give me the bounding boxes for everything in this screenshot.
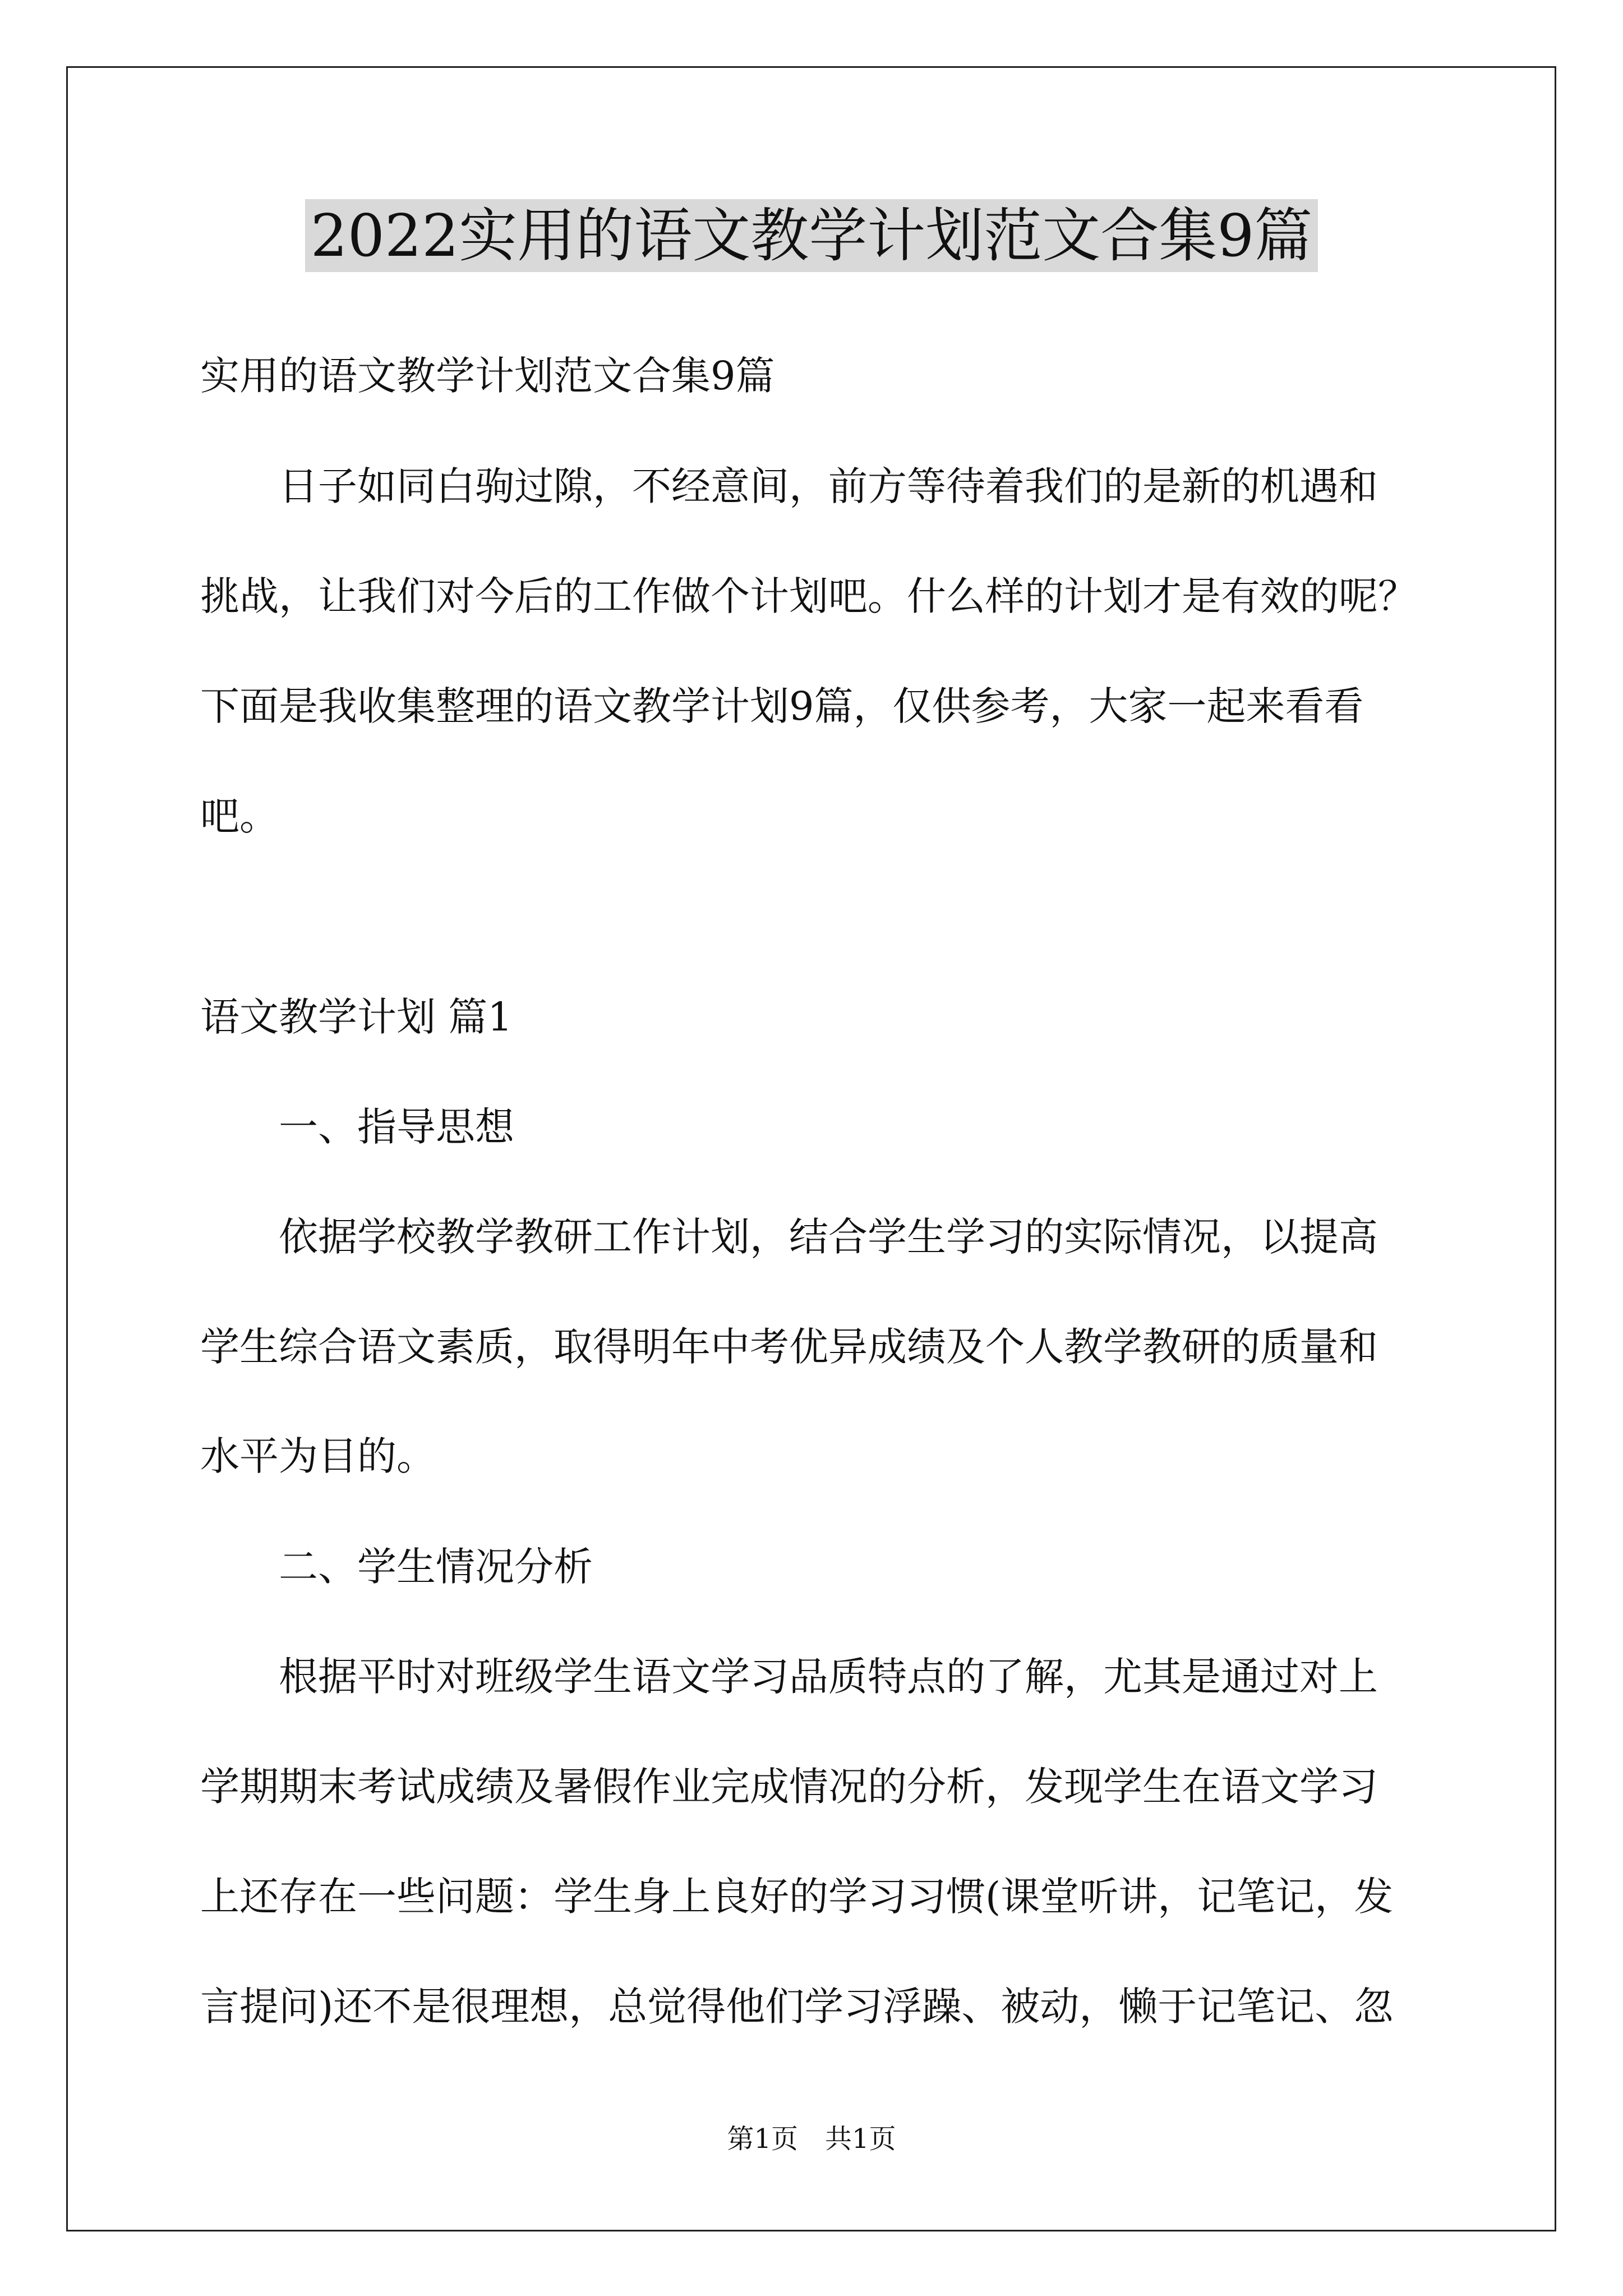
paragraph-line: 依据学校教学教研工作计划，结合学生学习的实际情况，以提高 <box>279 1214 1378 1260</box>
paragraph-line: 言提问)还不是很理想，总觉得他们学习浮躁、被动，懒于记笔记、忽 <box>200 1984 1394 2030</box>
paragraph-line: 学生综合语文素质，取得明年中考优异成绩及个人教学教研的质量和 <box>200 1324 1378 1370</box>
paragraph-line: 学期期末考试成绩及暑假作业完成情况的分析，发现学生在语文学习 <box>200 1764 1378 1810</box>
intro-line: 挑战，让我们对今后的工作做个计划吧。什么样的计划才是有效的呢？ <box>200 573 1417 619</box>
intro-line: 日子如同白驹过隙，不经意间，前方等待着我们的是新的机遇和 <box>279 463 1378 509</box>
document-title <box>0 194 1623 278</box>
subtitle: 实用的语文教学计划范文合集9篇 <box>200 353 775 399</box>
paragraph-line: 根据平时对班级学生语文学习品质特点的了解，尤其是通过对上 <box>279 1654 1378 1700</box>
paragraph-line: 水平为目的。 <box>200 1433 436 1479</box>
paragraph-line: 上还存在一些问题：学生身上良好的学习习惯(课堂听讲，记笔记，发 <box>200 1874 1394 1920</box>
intro-line: 吧。 <box>200 793 279 839</box>
heading-guiding-ideology: 一、指导思想 <box>279 1104 514 1150</box>
intro-line: 下面是我收集整理的语文教学计划9篇，仅供参考，大家一起来看看 <box>200 683 1364 729</box>
title-text: 2022实用的语文教学计划范文合集9篇 <box>305 199 1318 272</box>
heading-student-analysis: 二、学生情况分析 <box>279 1544 593 1590</box>
section-heading: 语文教学计划 篇1 <box>200 994 513 1040</box>
page-footer: 第1页 共1页 <box>727 2123 896 2155</box>
